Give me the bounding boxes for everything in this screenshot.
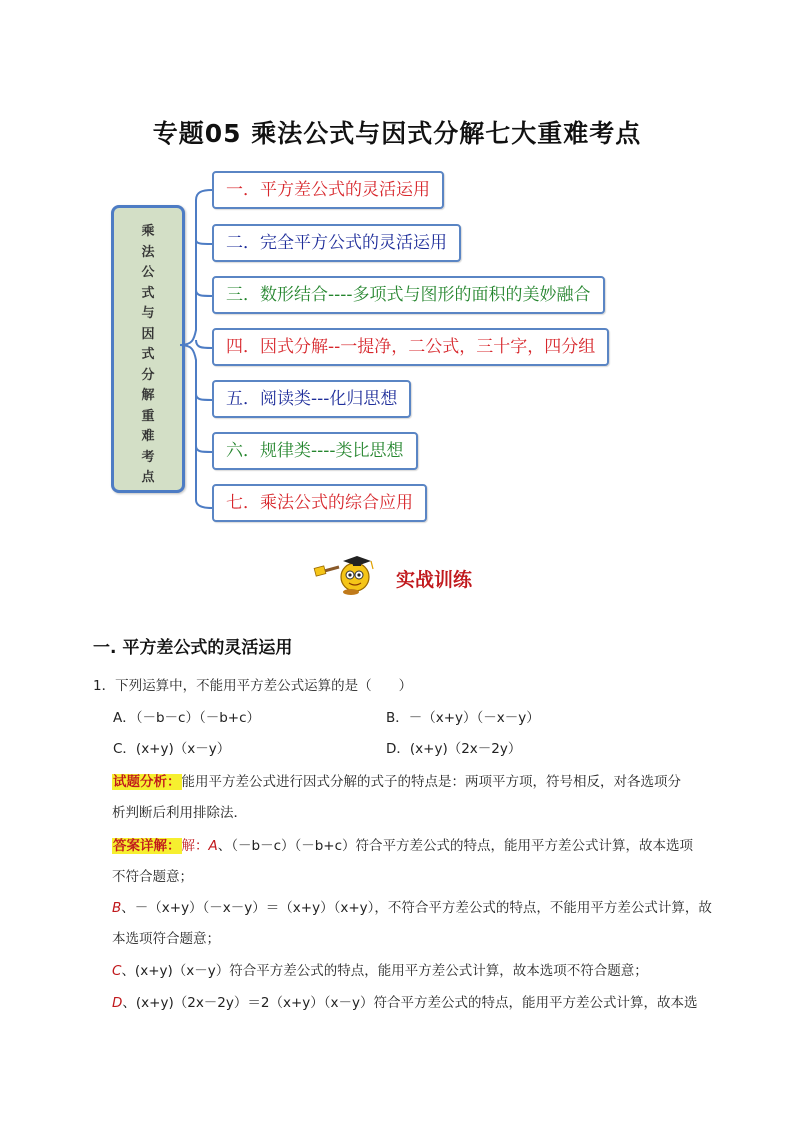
mind-map-center-box	[111, 205, 185, 493]
center-char: 公	[141, 265, 155, 280]
option-b: B．－（x+y）（－x－y）	[386, 710, 540, 726]
option-d: D．(x+y)（2x－2y）	[386, 741, 522, 757]
answer-line-1	[112, 834, 693, 854]
analysis-line-1	[112, 770, 681, 790]
mind-map-center-label	[114, 222, 182, 489]
center-char: 式	[141, 285, 155, 301]
answer-option-b: B	[112, 900, 122, 916]
answer-option-d: D	[112, 995, 123, 1011]
answer-line-c	[112, 959, 648, 979]
mascot-icon	[313, 553, 385, 597]
answer-line-b-cont: 本选项符合题意；	[112, 931, 220, 947]
analysis-line-2: 析判断后利用排除法．	[112, 805, 247, 821]
mind-map-branch-3: 三．数形结合----多项式与图形的面积的美妙融合	[212, 276, 605, 314]
center-char: 解	[141, 388, 155, 403]
option-a: A．（－b－c）（－b+c）	[113, 710, 261, 726]
center-char: 难	[141, 429, 155, 444]
center-char: 因	[141, 326, 155, 342]
training-heading: 实战训练	[396, 569, 473, 591]
page-title: 专题05 乘法公式与因式分解七大重难考点	[152, 119, 642, 148]
center-char: 与	[141, 306, 155, 321]
analysis-text: 能用平方差公式进行因式分解的式子的特点是：两项平方项，符号相反，对各选项分	[181, 774, 681, 790]
answer-option-c: C	[112, 963, 122, 979]
mind-map-branch-4: 四．因式分解--一提净，二公式，三十字，四分组	[212, 328, 609, 366]
answer-d-text: 、(x+y)（2x－2y）＝2（x+y）（x－y）符合平方差公式的特点，能用平方差公式计算，故本选	[122, 995, 698, 1011]
mind-map-branch-1: 一．平方差公式的灵活运用	[212, 171, 444, 209]
analysis-label: 试题分析：	[113, 774, 181, 790]
section-title: 一. 平方差公式的灵活运用	[93, 638, 293, 658]
center-char: 乘	[141, 224, 155, 239]
answer-b-text: 、－（x+y）（－x－y）＝（x+y）（x+y），不符合平方差公式的特点，不能用平方差公式计算，故	[121, 900, 712, 916]
answer-solution-word: 解：	[181, 838, 209, 854]
center-char: 分	[141, 367, 155, 383]
mind-map-branch-6: 六．规律类----类比思想	[212, 432, 418, 470]
center-char: 法	[141, 244, 155, 260]
question-text: 1．下列运算中，不能用平方差公式运算的是（ ）	[93, 678, 413, 694]
center-char: 点	[141, 470, 155, 485]
answer-label: 答案详解：	[113, 838, 181, 854]
center-char: 式	[141, 347, 155, 362]
answer-option-a: A	[208, 838, 218, 854]
mind-map-branch-7: 七．乘法公式的综合应用	[212, 484, 427, 522]
option-c: C．(x+y)（x－y）	[113, 741, 231, 757]
answer-line-b	[112, 896, 712, 916]
center-char: 重	[141, 408, 155, 424]
center-char: 考	[141, 449, 155, 465]
answer-text: 、（－b－c）（－b+c）符合平方差公式的特点，能用平方差公式计算，故本选项	[217, 838, 694, 854]
answer-c-text: 、(x+y)（x－y）符合平方差公式的特点，能用平方差公式计算，故本选项不符合题意；	[121, 963, 648, 979]
mind-map-branch-5: 五．阅读类---化归思想	[212, 380, 411, 418]
mind-map-branch-2: 二．完全平方公式的灵活运用	[212, 224, 461, 262]
answer-line-d	[112, 991, 698, 1011]
answer-line-2: 不符合题意；	[112, 869, 193, 885]
